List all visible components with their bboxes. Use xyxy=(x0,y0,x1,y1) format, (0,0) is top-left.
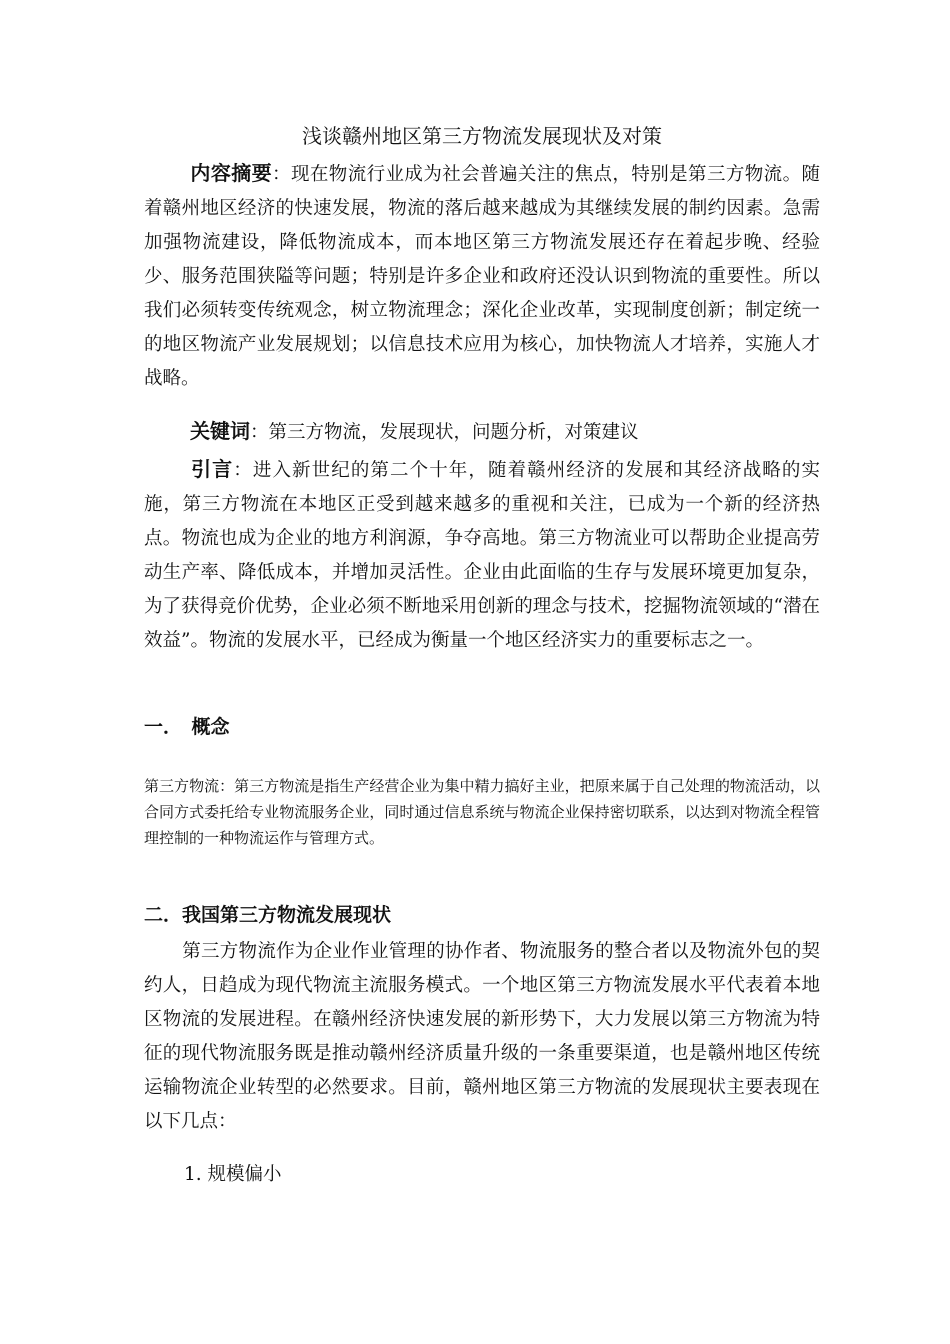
intro-paragraph xyxy=(144,452,820,658)
keywords-paragraph xyxy=(144,414,820,450)
intro-label: 引言 xyxy=(190,457,234,481)
section-2-text: 第三方物流作为企业作业管理的协作者、物流服务的整合者以及物流外包的契约人，日趋成为现代物流主流服务模式。一个地区第三方物流发展水平代表着本地区物流的发展进程。在赣州经济快速发展的新形势下，大力发展以第三方物流为特征的现代物流服务既是推动赣州经济质量升级的一条重要渠道，也是赣州地区传统运输物流企业转型的必然要求。目前，赣州地区第三方物流的发展现状主要表现在以下几点： xyxy=(144,941,820,1132)
abstract-paragraph xyxy=(144,156,820,396)
keywords-colon: ： xyxy=(250,422,269,443)
section-1-heading: 一． 概念 xyxy=(144,716,230,738)
abstract-text: 现在物流行业成为社会普遍关注的焦点，特别是第三方物流。随着赣州地区经济的快速发展，物流的落后越来越成为其继续发展的制约因素。急需加强物流建设，降低物流成本，而本地区第三方物流发展还存在着起步晚、经验少、服务范围狭隘等问题；特别是许多企业和政府还没认识到物流的重要性。所以我们必须转变传统观念，树立物流理念；深化企业改革，实现制度创新；制定统一的地区物流产业发展规划；以信息技术应用为核心，加快物流人才培养，实施人才战略。 xyxy=(144,164,820,389)
list-item-scale: 1. 规模偏小 xyxy=(184,1164,282,1185)
definition-paragraph: 第三方物流：第三方物流是指生产经营企业为集中精力搞好主业，把原来属于自己处理的物流活动，以合同方式委托给专业物流服务企业，同时通过信息系统与物流企业保持密切联系，以达到对物流全程管理控制的一种物流运作与管理方式。 xyxy=(144,777,820,847)
section-2-paragraph xyxy=(144,935,820,1139)
section-2-heading: 二．我国第三方物流发展现状 xyxy=(144,904,392,926)
keywords-text: 第三方物流，发展现状，问题分析，对策建议 xyxy=(268,422,639,443)
abstract-label: 内容摘要 xyxy=(190,161,273,185)
intro-colon: ： xyxy=(233,460,253,481)
abstract-colon: ： xyxy=(272,164,291,185)
keywords-label: 关键词 xyxy=(190,419,250,443)
intro-text: 进入新世纪的第二个十年，随着赣州经济的发展和其经济战略的实施，第三方物流在本地区正受到越来越多的重视和关注，已成为一个新的经济热点。物流也成为企业的地方利润源，争夺高地。第三方物流业可以帮助企业提高劳动生产率、降低成本，并增加灵活性。企业由此面临的生存与发展环境更加复杂，为了获得竞价优势，企业必须不断地采用创新的理念与技术，挖掘物流领域的“潜在效益”。物流的发展水平，已经成为衡量一个地区经济实力的重要标志之一。 xyxy=(144,460,820,651)
document-title: 浅谈赣州地区第三方物流发展现状及对策 xyxy=(302,124,662,148)
